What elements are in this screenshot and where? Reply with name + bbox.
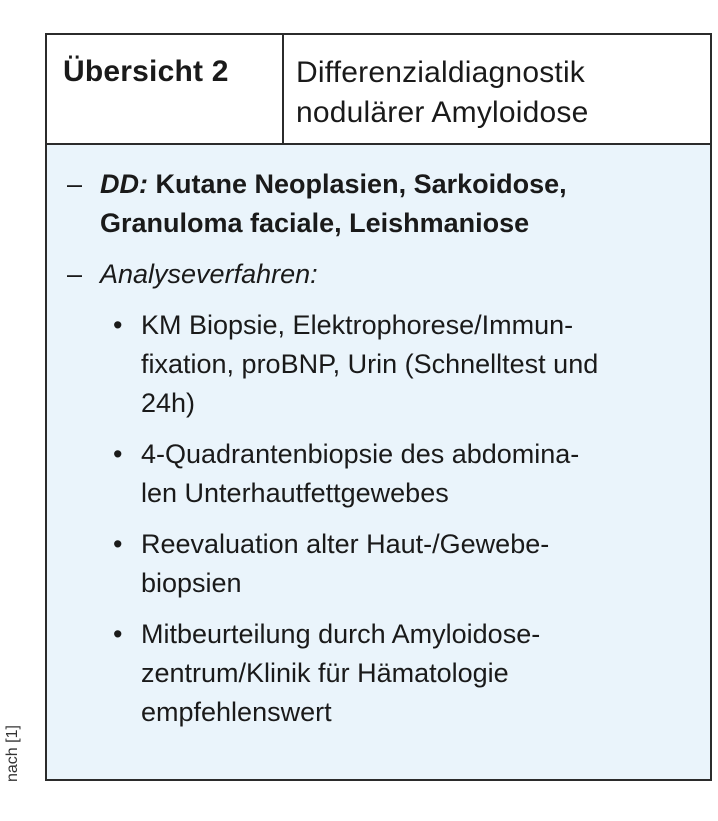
list-item — [109, 306, 696, 423]
list-item-line: zentrum/Klinik für Hämatologie — [141, 658, 509, 688]
analysis-item — [67, 255, 696, 294]
list-item-line: 4-Quadrantenbiopsie des abdomina- — [141, 439, 580, 469]
list-item-line: KM Biopsie, Elektrophorese/Immun- — [141, 310, 574, 340]
list-item-line: empfehlenswert — [141, 697, 332, 727]
dash-marker: – — [67, 259, 83, 289]
overview-content — [47, 145, 710, 744]
list-item-line: fixation, proBNP, Urin (Schnelltest und — [141, 349, 599, 379]
dd-prefix: DD: — [100, 169, 148, 199]
overview-title — [284, 35, 710, 143]
overview-header — [47, 35, 710, 145]
dd-item — [67, 165, 696, 243]
bullet-marker: • — [113, 529, 123, 559]
analysis-list — [67, 306, 696, 732]
list-item — [109, 615, 696, 732]
list-item-line: 24h) — [141, 388, 196, 418]
overview-title-line2: nodulärer Amyloidose — [296, 96, 589, 129]
list-item-line: biopsien — [141, 568, 242, 598]
bullet-marker: • — [113, 619, 123, 649]
bullet-marker: • — [113, 310, 123, 340]
overview-label: Übersicht 2 — [47, 35, 284, 143]
overview-title-line1: Differenzialdiagnostik — [296, 56, 586, 89]
overview-box — [45, 33, 712, 781]
list-item-line: len Unterhautfettgewebes — [141, 478, 449, 508]
list-item-line: Reevaluation alter Haut-/Gewebe- — [141, 529, 550, 559]
dd-line1: Kutane Neoplasien, Sarkoidose, — [155, 169, 567, 199]
dd-line2: Granuloma faciale, Leishmaniose — [100, 208, 530, 238]
source-note: nach [1] — [4, 725, 21, 782]
list-item — [109, 525, 696, 603]
list-item-line: Mitbeurteilung durch Amyloidose- — [141, 619, 541, 649]
analysis-label: Analyseverfahren: — [100, 259, 318, 289]
list-item — [109, 435, 696, 513]
dash-marker: – — [67, 169, 83, 199]
bullet-marker: • — [113, 439, 123, 469]
